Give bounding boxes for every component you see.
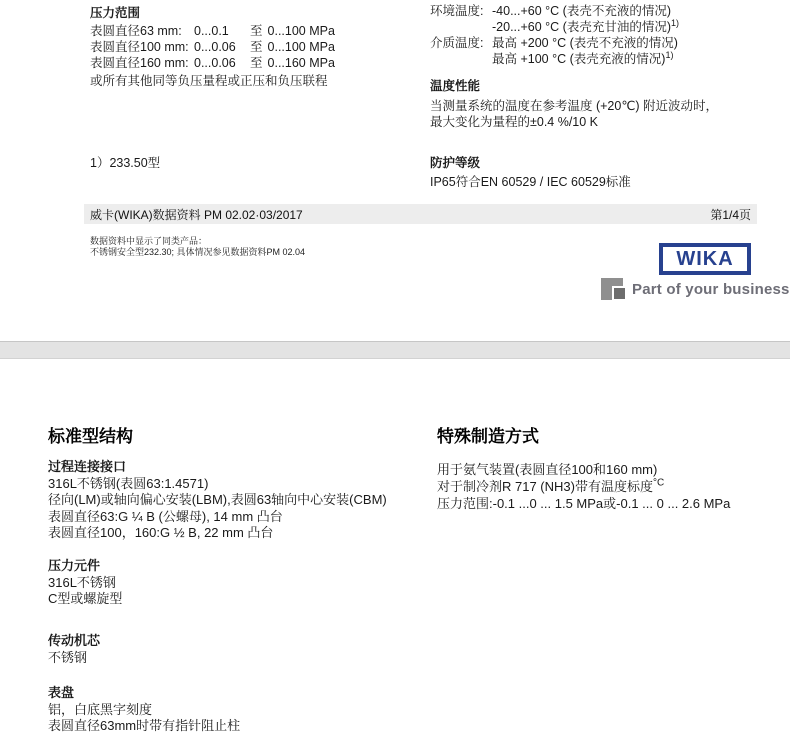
- ambient-temp-line2: [492, 19, 679, 35]
- ambient-temp-line1: -40...+60 °C (表壳不充液的情况): [492, 4, 671, 18]
- pressure-range-row: [90, 55, 430, 71]
- medium-temp-line1: 最高 +200 °C (表壳不充液的情况): [492, 36, 678, 50]
- process-connection-section: [48, 459, 433, 542]
- page-separator: [0, 341, 790, 359]
- special-design-line1: 用于氨气装置(表圆直径100和160 mm): [437, 462, 658, 477]
- dial-line: 表圆直径63mm时带有指针阻止柱: [48, 718, 241, 733]
- similar-products-note-line1: 数据资料中显示了同类产品：: [90, 236, 208, 246]
- footnote-233-50: 1）233.50型: [90, 156, 161, 170]
- brand-square-inner-icon: [612, 286, 627, 301]
- degree-c-superscript: °C: [652, 477, 665, 489]
- protection-value: IP65符合EN 60529 / IEC 60529标准: [430, 175, 631, 189]
- standard-design-heading: 标准型结构: [48, 427, 133, 446]
- protection-section: [430, 155, 775, 190]
- gauge-size-label: 表圆直径63 mm:: [90, 24, 182, 38]
- temperature-effect-section: [430, 78, 775, 130]
- footnote-marker: 1): [671, 17, 680, 28]
- similar-products-note-line2: 不锈钢安全型232.30; 具体情况参见数据资料PM 02.04: [90, 246, 306, 257]
- special-design-line2: [437, 478, 777, 495]
- pressure-element-line: 316L不锈钢: [48, 574, 116, 590]
- pressure-range-row: [90, 23, 430, 39]
- range-high: 0...100 MPa: [267, 40, 335, 54]
- range-low: 0...0.06: [194, 56, 236, 70]
- range-low: 0...0.06: [194, 40, 236, 54]
- dial-line: 铝，白底黑字刻度: [48, 701, 153, 717]
- movement-line: 不锈钢: [48, 649, 88, 665]
- pressure-range-title: 压力范围: [90, 6, 141, 20]
- pressure-element-line: C型或螺旋型: [48, 591, 123, 606]
- footer-bar: [84, 204, 757, 224]
- footnote-marker: 1): [665, 49, 674, 60]
- range-low: 0...0.1: [194, 24, 229, 38]
- wika-logo-text: WIKA: [676, 247, 734, 270]
- medium-temp-label: 介质温度:: [430, 36, 484, 50]
- process-connection-line: 表圆直径100，160:G ½ B, 22 mm 凸台: [48, 525, 274, 540]
- temperature-effect-line1: 当测量系统的温度在参考温度 (+20℃) 附近波动时，: [430, 99, 719, 113]
- ambient-temp-row: [430, 3, 775, 35]
- temperature-effect-line2: 最大变化为量程的±0.4 %/10 K: [430, 115, 599, 129]
- medium-temp-line2: [492, 51, 678, 67]
- medium-temp-values: [492, 35, 678, 67]
- brand-tagline: Part of your business: [632, 281, 790, 298]
- special-design-section: [437, 461, 777, 512]
- wika-logo: [659, 243, 751, 275]
- special-design-line3: 压力范围:-0.1 ...0 ... 1.5 MPa或-0.1 ... 0 ... 2.6 MPa: [437, 496, 731, 511]
- process-connection-line: 316L不锈钢(表圆63:1.4571): [48, 475, 209, 491]
- ambient-temp-label: 环境温度:: [430, 4, 484, 18]
- special-design-heading: 特殊制造方式: [437, 427, 539, 446]
- dial-section: [48, 685, 433, 735]
- medium-temp-line2-text: 最高 +100 °C (表壳充液的情况): [492, 52, 666, 66]
- ambient-temp-line2-text: -20...+60 °C (表壳充甘油的情况): [492, 20, 671, 34]
- footer-doc-id: 威卡(WIKA)数据资料 PM 02.02·03/2017: [90, 207, 303, 222]
- footer-page-number: 第1/4页: [710, 207, 751, 222]
- range-separator: 至: [250, 56, 263, 70]
- dial-title: 表盘: [48, 685, 75, 700]
- pressure-range-note: 或所有其他同等负压量程或正压和负压联程: [90, 74, 328, 88]
- medium-temp-row: [430, 35, 775, 67]
- range-separator: 至: [250, 24, 263, 38]
- protection-title: 防护等级: [430, 156, 481, 170]
- similar-products-note: [90, 236, 420, 257]
- process-connection-line: 径向(LM)或轴向偏心安装(LBM),表圆63轴向中心安装(CBM): [48, 492, 387, 507]
- pressure-range-section: [90, 5, 430, 89]
- process-connection-title: 过程连接接口: [48, 459, 127, 474]
- movement-section: [48, 633, 433, 666]
- pressure-element-title: 压力元件: [48, 558, 101, 573]
- process-connection-line: 表圆直径63:G ¼ B (公螺母), 14 mm 凸台: [48, 508, 283, 524]
- range-high: 0...160 MPa: [267, 56, 335, 70]
- temperature-effect-title: 温度性能: [430, 79, 481, 93]
- gauge-size-label: 表圆直径160 mm:: [90, 56, 189, 70]
- range-separator: 至: [250, 40, 263, 54]
- ambient-temp-values: [492, 3, 679, 35]
- movement-title: 传动机芯: [48, 633, 101, 648]
- special-design-line2-text: 对于制冷剂R 717 (NH3)带有温度标度: [437, 479, 653, 494]
- pressure-element-section: [48, 558, 433, 608]
- range-high: 0...100 MPa: [267, 24, 335, 38]
- gauge-size-label: 表圆直径100 mm:: [90, 40, 189, 54]
- pressure-range-row: [90, 39, 430, 55]
